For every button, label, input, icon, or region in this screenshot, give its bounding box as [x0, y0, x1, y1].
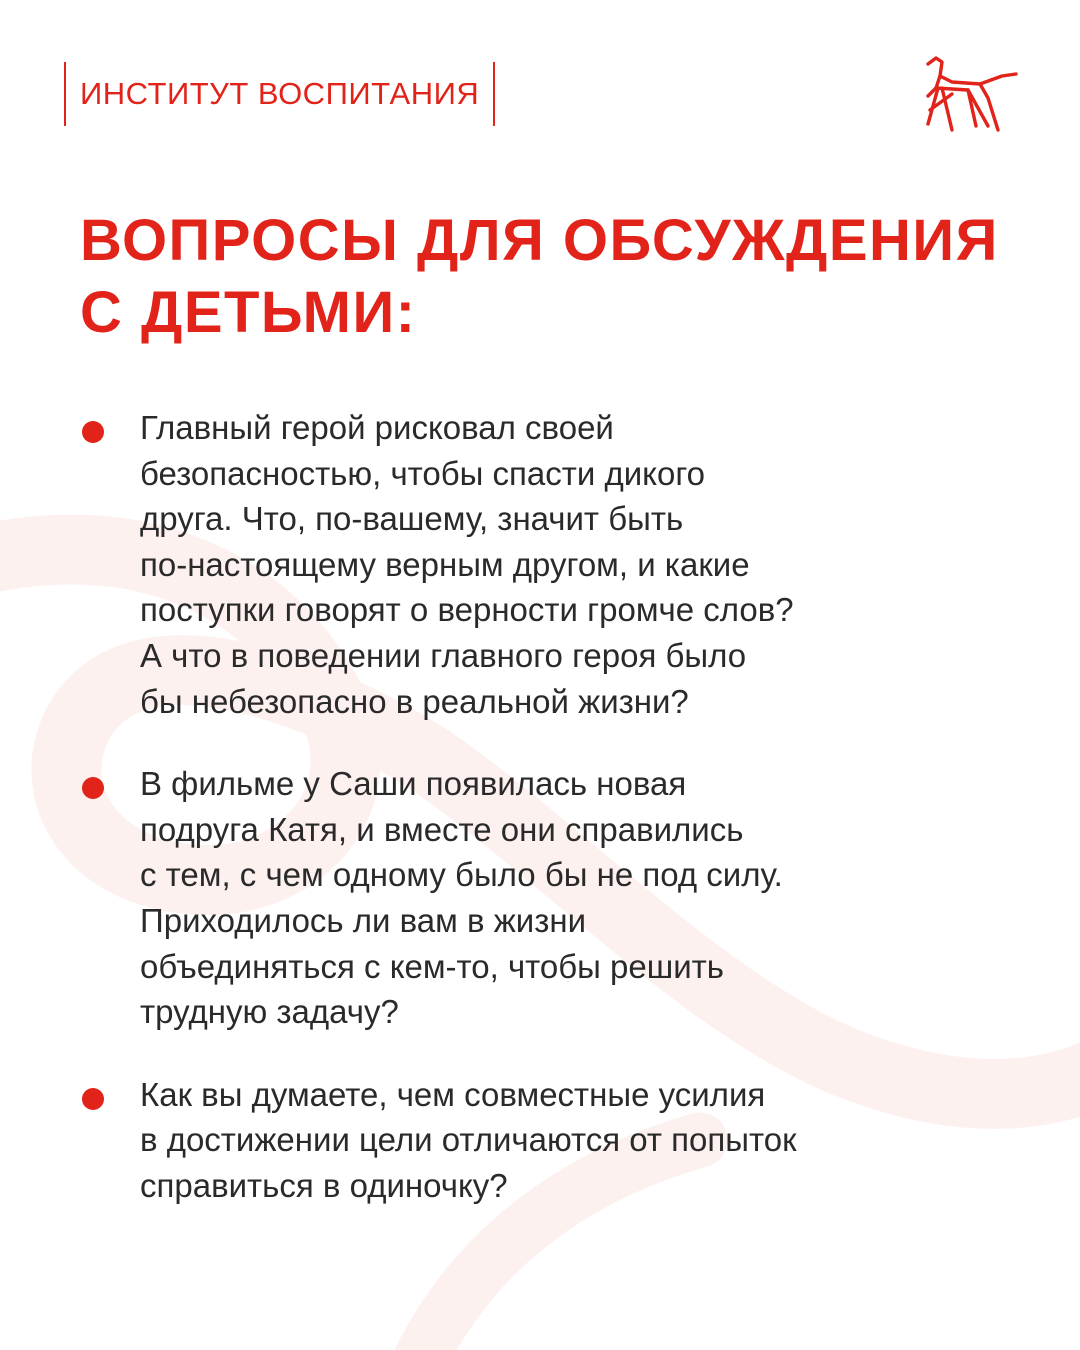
- question-line: в достижении цели отличаются от попыток: [140, 1121, 797, 1159]
- question-line: трудную задачу?: [140, 993, 399, 1031]
- question-line: по-настоящему верным другом, и какие: [140, 545, 750, 583]
- question-line: безопасностью, чтобы спасти дикого: [140, 454, 705, 492]
- question-line: Как вы думаете, чем совместные усилия: [140, 1075, 766, 1113]
- question-item: [0, 405, 1080, 724]
- question-line: поступки говорят о верности громче слов?: [140, 591, 794, 629]
- question-line: Приходилось ли вам в жизни: [140, 901, 587, 939]
- question-line: друга. Что, по-вашему, значит быть: [140, 500, 684, 538]
- questions-list: [0, 405, 1080, 1246]
- question-line: бы небезопасно в реальной жизни?: [140, 682, 689, 720]
- question-line: подруга Катя, и вместе они справились: [140, 810, 744, 848]
- page-title: [80, 205, 999, 349]
- horse-chair-logo-icon: [918, 54, 1018, 134]
- question-line: В фильме у Саши появилась новая: [140, 765, 687, 803]
- brand-header: [64, 62, 495, 126]
- header-right-bar: [493, 62, 495, 126]
- question-line: с тем, с чем одному было бы не под силу.: [140, 856, 783, 894]
- question-line: объединяться с кем-то, чтобы решить: [140, 947, 724, 985]
- title-line: ВОПРОСЫ ДЛЯ ОБСУЖДЕНИЯ: [80, 208, 999, 273]
- bullet-dot: [82, 777, 104, 799]
- question-item: [0, 761, 1080, 1035]
- title-line: С ДЕТЬМИ:: [80, 280, 417, 345]
- bullet-dot: [82, 1088, 104, 1110]
- bullet-dot: [82, 421, 104, 443]
- question-item: [0, 1072, 1080, 1209]
- question-line: Главный герой рисковал своей: [140, 409, 614, 446]
- brand-name: ИНСТИТУТ ВОСПИТАНИЯ: [80, 76, 480, 111]
- question-line: А что в поведении главного героя было: [140, 636, 747, 674]
- question-line: справиться в одиночку?: [140, 1166, 508, 1204]
